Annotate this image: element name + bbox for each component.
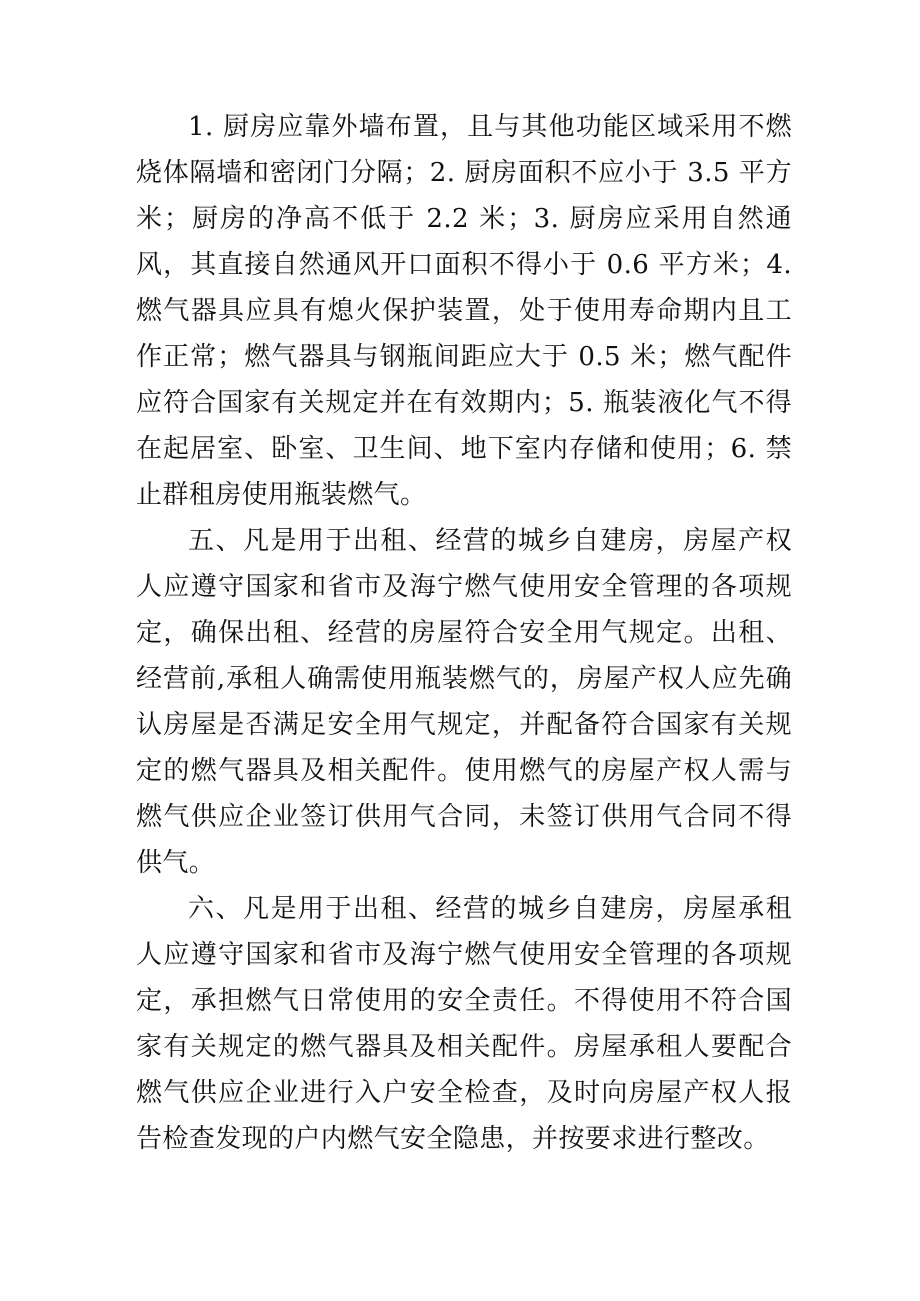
paragraph-section-six: 六、凡是用于出租、经营的城乡自建房，房屋承租人应遵守国家和省市及海宁燃气使用安全管理的各项规定，承担燃气日常使用的安全责任。不得使用不符合国家有关规定的燃气器具及相关配件。房屋承租人要配合燃气供应企业进行入户安全检查，及时向房屋产权人报告检查发现的户内燃气安全隐患，并按要求进行整改。 <box>136 894 792 1154</box>
paragraph-section-five: 五、凡是用于出租、经营的城乡自建房，房屋产权人应遵守国家和省市及海宁燃气使用安全管理的各项规定，确保出租、经营的房屋符合安全用气规定。出租、经营前,承租人确需使用瓶装燃气的，房屋产权人应先确认房屋是否满足安全用气规定，并配备符合国家有关规定的燃气器具及相关配件。使用燃气的房屋产权人需与燃气供应企业签订供用气合同，未签订供用气合同不得供气。 <box>136 526 792 878</box>
paragraph-kitchen-requirements: 1. 厨房应靠外墙布置，且与其他功能区域采用不燃烧体隔墙和密闭门分隔；2. 厨房面积不应小于 3.5 平方米；厨房的净高不低于 2.2 米；3. 厨房应采用自然通风，其直接自然通风开口面积不得小于 0.6 平方米；4. 燃气器具应具有熄火保护装置，处于使用寿命期内且工作正常；燃气器具与钢瓶间距应大于 0.5 米；燃气配件应符合国家有关规定并在有效期内；5. 瓶装液化气不得在起居室、卧室、卫生间、地下室内存储和使用；6. 禁止群租房使用瓶装燃气。 <box>136 112 792 510</box>
document-body <box>136 104 792 1162</box>
